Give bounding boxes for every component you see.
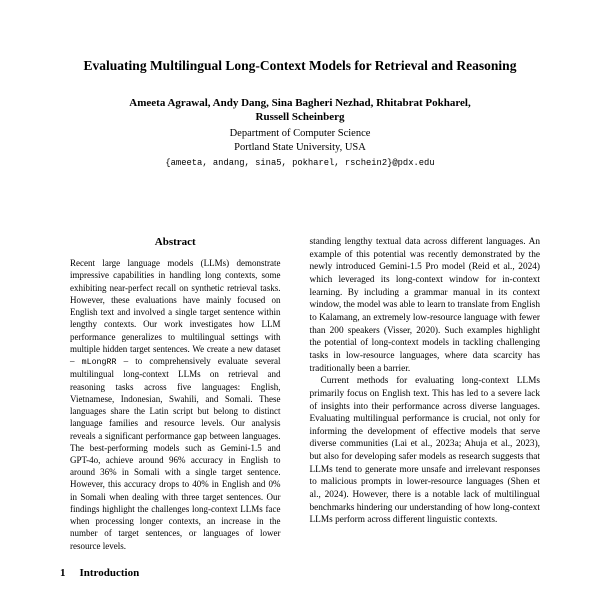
two-column-body — [60, 236, 540, 579]
affiliation-department: Department of Computer Science — [229, 128, 371, 140]
affiliation-university: Portland State University, USA — [234, 142, 366, 154]
abstract-part2: – to comprehensively evaluate several multilingual long-context LLMs on retrieval and reasoning tasks across five languages: English, Vietnamese, Indonesian, Swahili, and Somali. These languages share the Latin script but belong to distinct language families and resource levels. Our analysis reveals a significant performance gap between languages. The best-performing models such as Gemini-1.5 and GPT-4o, achieve around 96% accuracy in English to around 36% in Somali with a single target sentence. However, this accuracy drops to 40% in English and 0% in Somali when dealing with three target sentences. Our findings highlight the challenges long-context LLMs face when processing longer contexts, an increase in the number of target sentences, or languages of lower resource levels. — [70, 356, 281, 551]
email-line: {ameeta, andang, sina5, pokharel, rschein2}@pdx.edu — [165, 158, 435, 169]
authors-line-1: Ameeta Agrawal, Andy Dang, Sina Bagheri Nezhad, Rhitabrat Pokharel, — [129, 96, 471, 109]
author-block — [60, 96, 540, 125]
affiliation-block — [60, 127, 540, 155]
abstract-dataset-name: mLongRR — [81, 358, 117, 368]
abstract-part1: Recent large language models (LLMs) demonstrate impressive capabilities in handling long contexts, some exhibiting near-perfect recall on synthetic retrieval tasks. However, these evaluations have mainly focused on English text and involved a single target sentence within lengthy contexts. Our work investigates how LLM performance generalizes to multilingual settings with multiple hidden target sentences. We create a new dataset – — [70, 258, 281, 367]
authors-line-2: Russell Scheinberg — [255, 111, 345, 124]
left-column — [60, 236, 291, 579]
intro-paragraph-1: standing lengthy textual data across different languages. An example of this potential was recently demonstrated by the newly introduced Gemini-1.5 Pro model (Reid et al., 2024) which leveraged its long-context window for in-context learning. By including a grammar manual in its context window, the model was able to learn to translate from English to Kalamang, an extremely low-resource language with fewer than 200 speakers (Visser, 2020). Such examples highlight the potential of long-context models in tackling challenging tasks in low-resource languages, where data scarcity has traditionally been a barrier. — [309, 237, 540, 374]
section-1-heading — [60, 567, 291, 579]
paper-title: Evaluating Multilingual Long-Context Models for Retrieval and Reasoning — [83, 58, 517, 73]
abstract-text — [60, 257, 291, 552]
section-1-number: 1 — [60, 566, 66, 579]
intro-paragraph-2: Current methods for evaluating long-context LLMs primarily focus on English text. This has led to a severe lack of insights into their performance across diverse languages. Evaluating multilingual performance is crucial, not only for informing the development of effective models that serve diverse communities (Lai et al., 2023a; Ahuja et al., 2023), but also for developing safer models as research suggests that LLMs tend to generate more unsafe and irrelevant responses to malicious prompts in lower-resource languages (Shen et al., 2024). However, there is a notable lack of multilingual benchmarks hindering our understanding of how long-context LLMs perform across different linguistic contexts. — [309, 376, 540, 526]
right-column — [310, 236, 541, 579]
section-1-title: Introduction — [79, 566, 140, 579]
abstract-heading: Abstract — [154, 236, 196, 249]
